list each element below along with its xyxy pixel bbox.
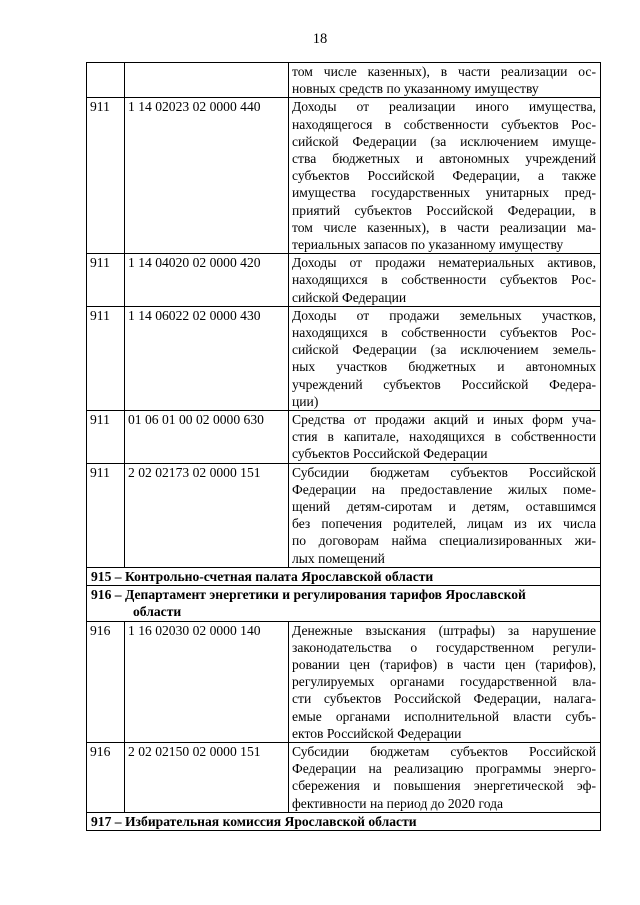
description-line: сбережения и повышения энергетической эф- [292,778,596,794]
description-cell [289,306,601,410]
description-line: сийской Федерации (за исключением имуще- [292,133,596,149]
description-line: имущества государственных унитарных пред- [292,185,596,201]
description-line: Субсидии бюджетам субъектов Российской [292,464,596,480]
revenue-code-cell [125,63,289,98]
description-cell [289,621,601,742]
admin-code-cell: 911 [87,98,125,254]
admin-code-cell: 911 [87,306,125,410]
revenue-codes-table [86,62,601,831]
description-line: лых помещений [292,550,385,566]
description-line: ектов Российской Федерации [292,725,462,741]
description-line: ровании цен (тарифов) в части цен (тарифов), [292,656,596,672]
description-line: щений детям-сиротам и детям, оставшимся [292,499,596,515]
description-cell [289,254,601,307]
description-line: находящихся в собственности субъектов Рос- [292,272,596,288]
description-line: Федерации на предоставление жилых поме- [292,481,596,497]
table-row [87,254,601,307]
description-line: ции) [292,393,319,409]
revenue-code-cell: 01 06 01 00 02 0000 630 [125,411,289,464]
table-row [87,621,601,742]
description-line: Субсидии бюджетам субъектов Российской [292,743,596,759]
description-cell [289,411,601,464]
section-header-row [87,812,601,830]
revenue-code-cell: 2 02 02173 02 0000 151 [125,463,289,567]
description-line: том числе казенных), в части реализации ос- [292,64,596,79]
table-row [87,306,601,410]
description-line: находящегося в собственности субъектов Рос- [292,116,596,132]
section-title-line: 915 – Контрольно-счетная палата Ярославской области [91,568,434,584]
description-cell [289,98,601,254]
table-body [87,63,601,831]
description-line: Доходы от продажи земельных участков, [292,307,596,323]
description-line: Доходы от реализации иного имущества, [292,99,596,115]
section-header-row [87,586,601,621]
description-cell [289,463,601,567]
table-row [87,411,601,464]
section-header-row [87,567,601,585]
section-title-line: области [133,604,182,620]
description-line: без попечения родителей, лицам из их числа [292,516,596,532]
description-line: стия в капитале, находящихся в собственности [292,429,596,445]
description-cell [289,742,601,812]
admin-code-cell: 911 [87,463,125,567]
description-line: ства бюджетных и автономных учреждений [292,151,596,167]
description-line: сийской Федерации [292,289,407,305]
admin-code-cell: 916 [87,742,125,812]
description-line: фективности на период до 2020 года [292,795,504,811]
description-line: Денежные взыскания (штрафы) за нарушение [292,622,596,638]
description-line: субъектов Российской Федерации, а также [292,168,596,184]
description-line: находящихся в собственности субъектов Рос- [292,325,596,341]
admin-code-cell: 911 [87,411,125,464]
description-line: приятий субъектов Российской Федерации, в [292,202,596,218]
description-line: емые органами исполнительной власти субъ- [292,708,596,724]
admin-code-cell [87,63,125,98]
description-line: том числе казенных), в части реализации ма- [292,219,596,235]
revenue-code-cell: 2 02 02150 02 0000 151 [125,742,289,812]
description-line: субъектов Российской Федерации [292,446,488,462]
description-line: регулируемых органами государственной вла- [292,674,596,690]
description-line: новных средств по указанному имуществу [292,81,539,97]
revenue-code-cell: 1 14 04020 02 0000 420 [125,254,289,307]
description-line: ных участков бюджетных и автономных [292,359,596,375]
section-title-line: 917 – Избирательная комиссия Ярославской области [91,813,417,829]
description-line: сти субъектов Российской Федерации, налага- [292,691,596,707]
table-row [87,463,601,567]
section-title [87,586,601,621]
table-row [87,742,601,812]
description-line: Федерации на реализацию программы энерго- [292,761,596,777]
description-line: законодательства о государственном регули- [292,639,596,655]
revenue-code-cell: 1 14 06022 02 0000 430 [125,306,289,410]
admin-code-cell: 916 [87,621,125,742]
description-cell [289,63,601,98]
page-number: 18 [312,31,328,47]
description-line: учреждений субъектов Российской Федера- [292,376,596,392]
description-line: Доходы от продажи нематериальных активов, [292,255,596,271]
description-line: по договорам найма специализированных жи- [292,533,596,549]
table-row [87,63,601,98]
description-line: сийской Федерации (за исключением земель- [292,342,596,358]
section-title [87,812,601,830]
revenue-code-cell: 1 16 02030 02 0000 140 [125,621,289,742]
description-line: териальных запасов по указанному имуществу [292,237,564,253]
description-line: Средства от продажи акций и иных форм уча- [292,412,596,428]
table-row [87,98,601,254]
admin-code-cell: 911 [87,254,125,307]
section-title [87,567,601,585]
section-title-line: 916 – Департамент энергетики и регулирования тарифов Ярославской [91,587,526,603]
revenue-code-cell: 1 14 02023 02 0000 440 [125,98,289,254]
